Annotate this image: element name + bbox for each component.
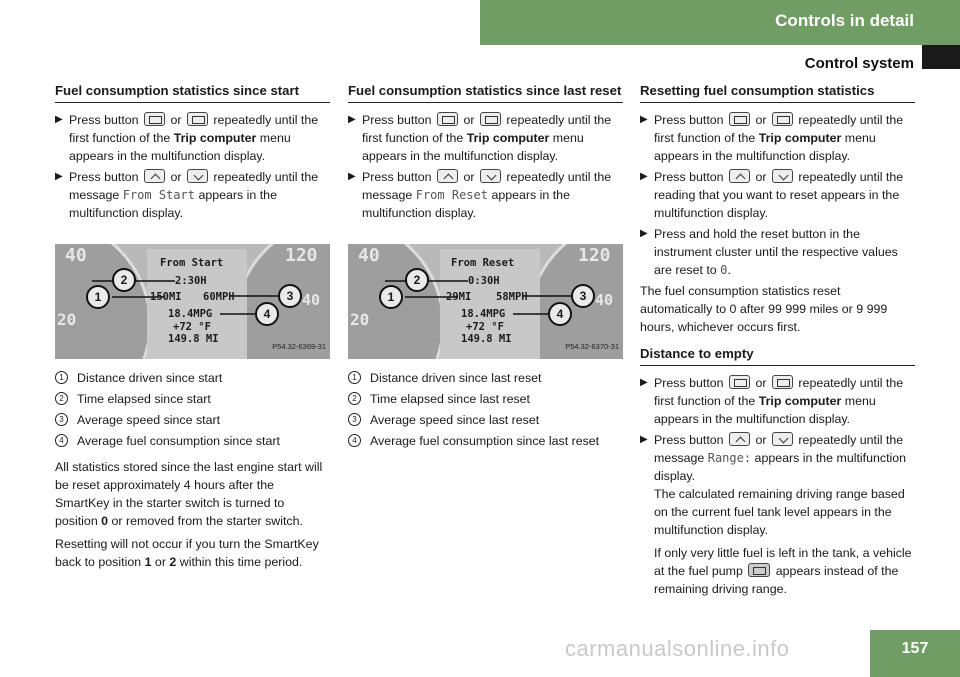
arrow-icon: ▶ bbox=[55, 171, 63, 182]
instruction-step: ▶ Press button or repeatedly until the message From Start appears in the multifunction display. bbox=[55, 170, 319, 220]
callout-2: 2 bbox=[405, 268, 429, 292]
callout-3: 3 bbox=[571, 284, 595, 308]
column-fuel-since-reset bbox=[348, 82, 623, 453]
instruction-step: ▶ Press button or repeatedly until the message Range: appears in the multifunction display. bbox=[640, 433, 907, 483]
display-button-icon bbox=[144, 112, 165, 126]
chevron-down-button-icon bbox=[187, 169, 208, 183]
chevron-up-button-icon bbox=[729, 432, 750, 446]
arrow-icon: ▶ bbox=[348, 171, 356, 182]
legend-item: 2 Time elapsed since start bbox=[55, 390, 330, 408]
section-heading: Distance to empty bbox=[640, 345, 915, 366]
section-heading: Fuel consumption statistics since last reset bbox=[348, 82, 623, 103]
chevron-down-button-icon bbox=[772, 169, 793, 183]
body-paragraph: If only very little fuel is left in the tank, a vehicle at the fuel pump appears instead of the remaining driving range. bbox=[654, 546, 912, 596]
page-number: 157 bbox=[870, 630, 960, 677]
body-paragraph: Resetting will not occur if you turn the SmartKey back to position 1 or 2 within this time period. bbox=[55, 537, 319, 569]
chevron-down-button-icon bbox=[480, 169, 501, 183]
display-button-icon bbox=[729, 112, 750, 126]
callout-4: 4 bbox=[548, 302, 572, 326]
fuel-pump-icon bbox=[748, 563, 770, 577]
arrow-icon: ▶ bbox=[640, 377, 648, 388]
column-fuel-since-start bbox=[55, 82, 330, 576]
section-header-bar bbox=[480, 0, 960, 45]
instruction-step: ▶ Press button or repeatedly until the first function of the Trip computer menu appears in the multifunction display. bbox=[640, 113, 904, 163]
legend-item: 3 Average speed since start bbox=[55, 411, 330, 429]
callout-3: 3 bbox=[278, 284, 302, 308]
body-paragraph: The calculated remaining driving range based on the current fuel tank level appears in the multifunction display. bbox=[654, 487, 905, 537]
arrow-icon: ▶ bbox=[640, 114, 648, 125]
figure-code: P54.32-6370-31 bbox=[565, 342, 619, 351]
instrument-cluster-figure: 40 20 120 40 From Reset 0:30H 29MI 58MPH 18.4MPG +72 °F 149.8 MI 1 2 3 4 P54.32-6370-31 bbox=[348, 244, 623, 359]
legend-item: 4 Average fuel consumption since last reset bbox=[348, 432, 623, 450]
arrow-icon: ▶ bbox=[640, 171, 648, 182]
instrument-cluster-figure: 40 20 120 40 From Start 2:30H 150MI 60MPH 18.4MPG +72 °F 149.8 MI 1 2 3 4 P54.32-6369-31 bbox=[55, 244, 330, 359]
legend-item: 4 Average fuel consumption since start bbox=[55, 432, 330, 450]
arrow-icon: ▶ bbox=[348, 114, 356, 125]
body-paragraph: The fuel consumption statistics reset automatically to 0 after 99 999 miles or 9 999 hours, whichever occurs first. bbox=[640, 284, 888, 334]
callout-2: 2 bbox=[112, 268, 136, 292]
chevron-up-button-icon bbox=[144, 169, 165, 183]
callout-4: 4 bbox=[255, 302, 279, 326]
legend-item: 2 Time elapsed since last reset bbox=[348, 390, 623, 408]
instruction-step: ▶ Press button or repeatedly until the message From Reset appears in the multifunction display. bbox=[348, 170, 612, 220]
chevron-down-button-icon bbox=[772, 432, 793, 446]
instruction-step: ▶ Press button or repeatedly until the first function of the Trip computer menu appears in the multifunction display. bbox=[55, 113, 319, 163]
arrow-icon: ▶ bbox=[640, 228, 648, 239]
display-button-icon bbox=[772, 112, 793, 126]
legend-item: 1 Distance driven since last reset bbox=[348, 369, 623, 387]
callout-1: 1 bbox=[379, 285, 403, 309]
instruction-step: ▶ Press and hold the reset button in the instrument cluster until the respective values are reset to 0. bbox=[640, 227, 898, 277]
subsection-title: Control system bbox=[804, 55, 914, 72]
display-button-icon bbox=[772, 375, 793, 389]
display-button-icon bbox=[480, 112, 501, 126]
chevron-up-button-icon bbox=[437, 169, 458, 183]
section-title: Controls in detail bbox=[775, 11, 914, 30]
column-reset-and-range bbox=[640, 82, 915, 603]
body-paragraph: All statistics stored since the last engine start will be reset approximately 4 hours after the SmartKey in the starter switch is turned to position 0 or removed from the starter switch. bbox=[55, 460, 323, 528]
arrow-icon: ▶ bbox=[55, 114, 63, 125]
display-button-icon bbox=[187, 112, 208, 126]
instruction-step: ▶ Press button or repeatedly until the reading that you want to reset appears in the multifunction display. bbox=[640, 170, 904, 220]
display-button-icon bbox=[437, 112, 458, 126]
instruction-step: ▶ Press button or repeatedly until the first function of the Trip computer menu appears in the multifunction display. bbox=[348, 113, 612, 163]
legend-item: 1 Distance driven since start bbox=[55, 369, 330, 387]
section-heading: Resetting fuel consumption statistics bbox=[640, 82, 915, 103]
legend-item: 3 Average speed since last reset bbox=[348, 411, 623, 429]
chevron-up-button-icon bbox=[729, 169, 750, 183]
arrow-icon: ▶ bbox=[640, 434, 648, 445]
section-heading: Fuel consumption statistics since start bbox=[55, 82, 330, 103]
watermark-text: carmanualsonline.info bbox=[565, 636, 790, 661]
display-button-icon bbox=[729, 375, 750, 389]
instruction-step: ▶ Press button or repeatedly until the first function of the Trip computer menu appears in the multifunction display. bbox=[640, 376, 904, 426]
callout-1: 1 bbox=[86, 285, 110, 309]
header-marker bbox=[922, 45, 960, 69]
figure-code: P54.32-6369-31 bbox=[272, 342, 326, 351]
